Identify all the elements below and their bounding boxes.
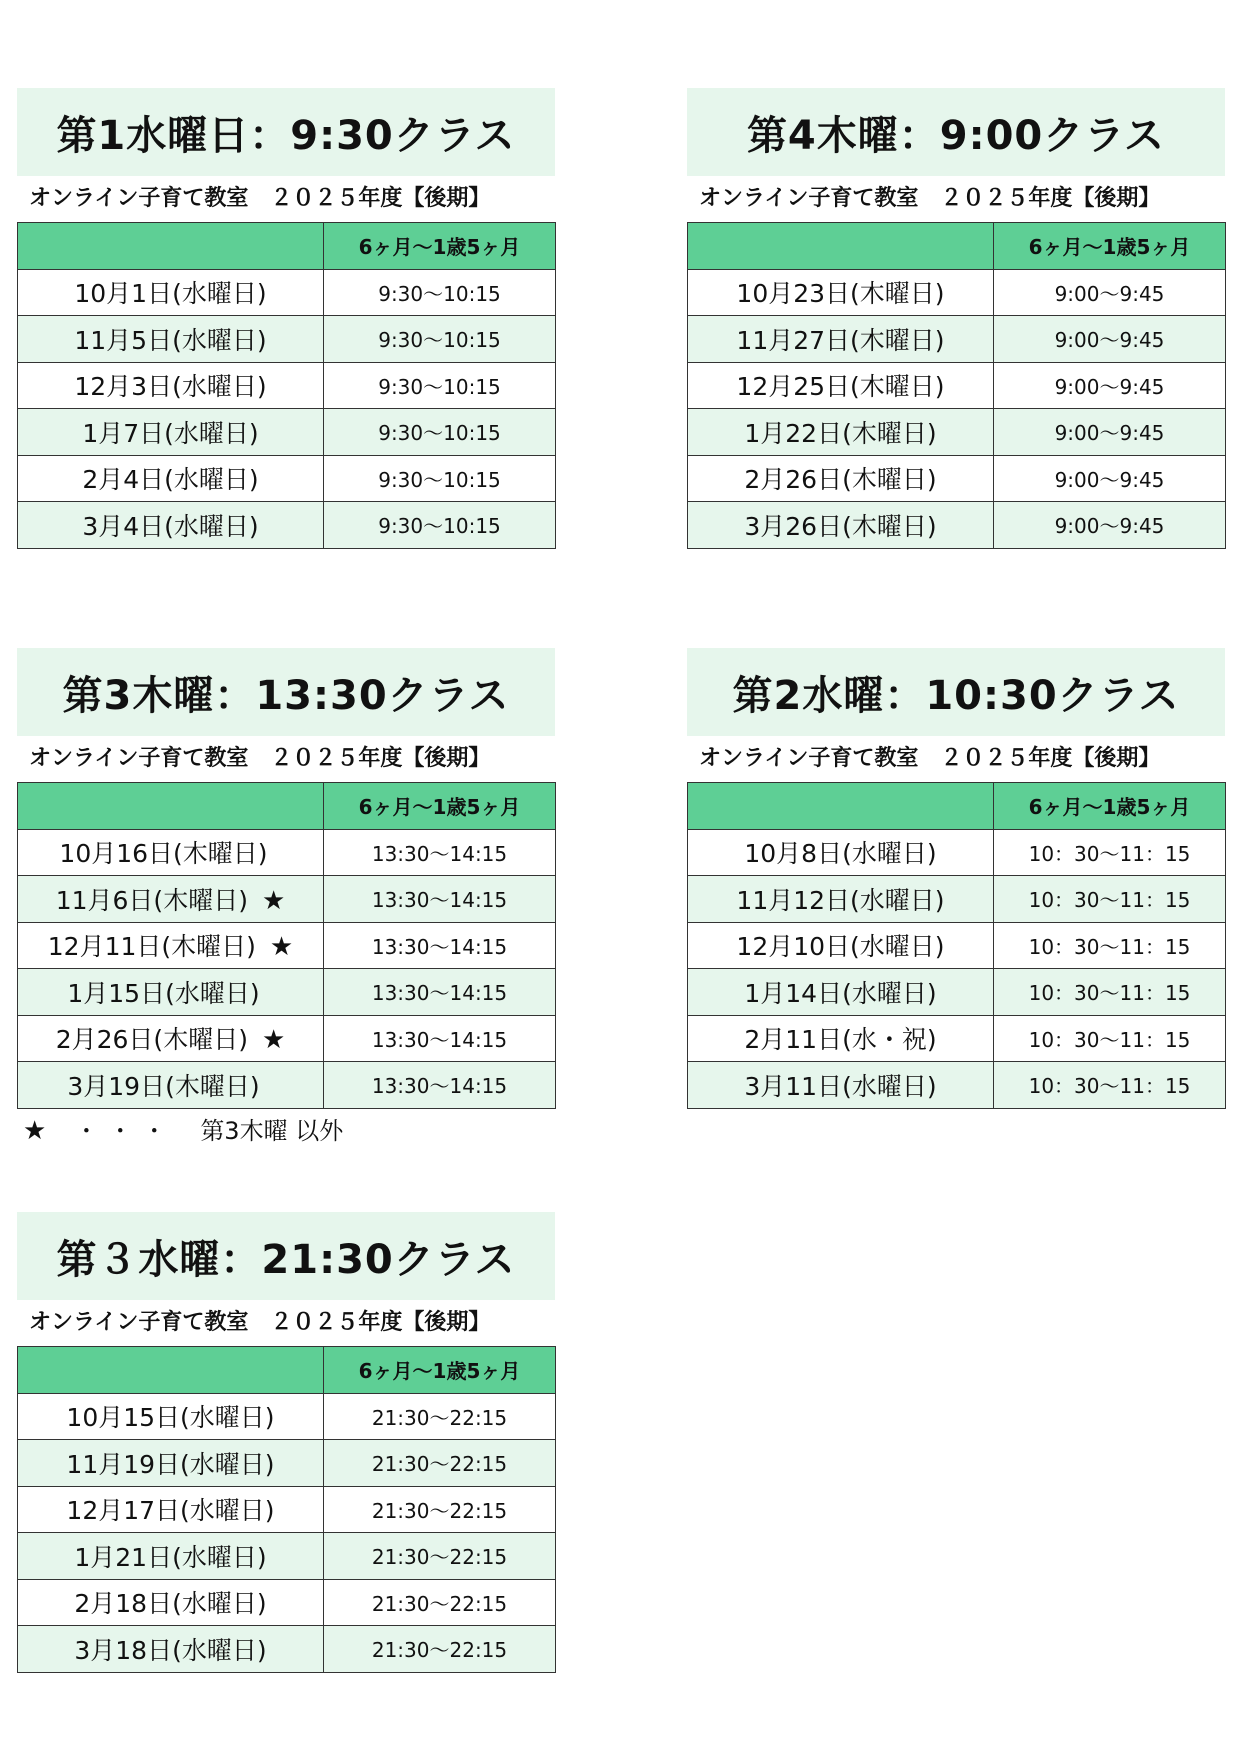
time-cell: 9:30〜10:15 [324, 362, 556, 409]
time-cell: 9:00〜9:45 [994, 409, 1226, 456]
time-cell: 9:00〜9:45 [994, 362, 1226, 409]
header-age-cell: 6ヶ月〜1歳5ヶ月 [324, 223, 556, 270]
date-cell: 1月14日(水曜日) [688, 969, 994, 1016]
date-cell: 1月21日(水曜日) [18, 1533, 324, 1580]
header-age-cell: 6ヶ月〜1歳5ヶ月 [994, 783, 1226, 830]
time-cell: 9:00〜9:45 [994, 316, 1226, 363]
schedule-table [17, 1346, 556, 1673]
date-cell [18, 1062, 324, 1109]
time-cell: 10：30〜11：15 [994, 876, 1226, 923]
time-cell: 13:30〜14:15 [324, 829, 556, 876]
class-title: 第4木曜：9:00クラス [687, 88, 1225, 176]
star-marker: ★ [261, 885, 286, 916]
table-row [688, 269, 1226, 316]
class-title: 第3木曜：13:30クラス [17, 648, 555, 736]
header-empty-cell [18, 1347, 324, 1394]
table-header-row [18, 223, 556, 270]
time-cell: 21:30〜22:15 [324, 1440, 556, 1487]
note-star-icon: ★ [23, 1115, 47, 1146]
date-cell: 3月26日(木曜日) [688, 502, 994, 549]
schedule-block-wed1-0930 [17, 88, 555, 549]
table-row [18, 316, 556, 363]
class-subtitle: オンライン子育て教室 ２０２５年度【後期】 [29, 746, 491, 771]
date-cell: 1月22日(木曜日) [688, 409, 994, 456]
table-row [18, 502, 556, 549]
date-cell: 12月17日(水曜日) [18, 1486, 324, 1533]
class-subtitle: オンライン子育て教室 ２０２５年度【後期】 [29, 186, 491, 211]
class-subtitle: オンライン子育て教室 ２０２５年度【後期】 [699, 746, 1161, 771]
date-cell: 12月25日(木曜日) [688, 362, 994, 409]
time-cell: 13:30〜14:15 [324, 922, 556, 969]
date-cell: 3月11日(水曜日) [688, 1062, 994, 1109]
time-cell: 13:30〜14:15 [324, 1015, 556, 1062]
date-cell: 12月10日(水曜日) [688, 922, 994, 969]
date-cell [18, 1015, 324, 1062]
class-title: 第３水曜：21:30クラス [17, 1212, 555, 1300]
schedule-block-thu3-1330 [17, 648, 555, 1153]
time-cell: 9:30〜10:15 [324, 269, 556, 316]
table-row [18, 1440, 556, 1487]
table-row [18, 269, 556, 316]
table-row [18, 876, 556, 923]
table-row [688, 316, 1226, 363]
date-cell: 12月3日(水曜日) [18, 362, 324, 409]
date-cell: 11月27日(木曜日) [688, 316, 994, 363]
table-row [688, 409, 1226, 456]
note-dots: ・・・ [74, 1116, 177, 1145]
table-header-row [688, 783, 1226, 830]
table-header-row [18, 1347, 556, 1394]
date-text: 10月16日(木曜日) [59, 839, 268, 869]
table-row [18, 922, 556, 969]
schedule-table [687, 782, 1226, 1109]
header-empty-cell [18, 783, 324, 830]
table-row [18, 409, 556, 456]
table-row [18, 1626, 556, 1673]
table-row [18, 1015, 556, 1062]
table-row [688, 1015, 1226, 1062]
time-cell: 13:30〜14:15 [324, 1062, 556, 1109]
class-subtitle: オンライン子育て教室 ２０２５年度【後期】 [29, 1310, 491, 1335]
date-text: 11月6日(木曜日) [55, 885, 248, 915]
table-row [688, 876, 1226, 923]
header-empty-cell [688, 223, 994, 270]
date-cell: 2月26日(木曜日) [688, 455, 994, 502]
time-cell: 10：30〜11：15 [994, 1015, 1226, 1062]
header-age-cell: 6ヶ月〜1歳5ヶ月 [994, 223, 1226, 270]
time-cell: 21:30〜22:15 [324, 1579, 556, 1626]
table-row [18, 1393, 556, 1440]
table-row [18, 829, 556, 876]
schedule-table [17, 782, 556, 1109]
table-row [18, 1062, 556, 1109]
header-age-cell: 6ヶ月〜1歳5ヶ月 [324, 783, 556, 830]
star-marker: ★ [261, 1025, 286, 1056]
date-cell: 3月18日(水曜日) [18, 1626, 324, 1673]
time-cell: 9:30〜10:15 [324, 409, 556, 456]
table-row [688, 829, 1226, 876]
table-row [688, 362, 1226, 409]
table-header-row [18, 783, 556, 830]
table-row [18, 1533, 556, 1580]
schedule-table [17, 222, 556, 549]
time-cell: 21:30〜22:15 [324, 1533, 556, 1580]
time-cell: 9:00〜9:45 [994, 269, 1226, 316]
table-row [18, 455, 556, 502]
date-cell [18, 922, 324, 969]
schedule-block-wed2-1030 [687, 648, 1225, 1109]
date-text: 12月11日(木曜日) [47, 932, 256, 962]
table-row [18, 1486, 556, 1533]
date-cell: 2月18日(水曜日) [18, 1579, 324, 1626]
schedule-table [687, 222, 1226, 549]
date-text: 3月19日(木曜日) [67, 1071, 260, 1101]
header-age-cell: 6ヶ月〜1歳5ヶ月 [324, 1347, 556, 1394]
table-header-row [688, 223, 1226, 270]
date-cell: 3月4日(水曜日) [18, 502, 324, 549]
time-cell: 13:30〜14:15 [324, 969, 556, 1016]
table-row [688, 455, 1226, 502]
schedule-block-wed3-2130 [17, 1212, 555, 1673]
time-cell: 9:00〜9:45 [994, 455, 1226, 502]
time-cell: 10：30〜11：15 [994, 922, 1226, 969]
table-row [688, 1062, 1226, 1109]
header-empty-cell [18, 223, 324, 270]
time-cell: 9:30〜10:15 [324, 502, 556, 549]
header-empty-cell [688, 783, 994, 830]
table-row [688, 502, 1226, 549]
date-cell: 11月5日(水曜日) [18, 316, 324, 363]
time-cell: 9:00〜9:45 [994, 502, 1226, 549]
date-cell [18, 969, 324, 1016]
date-cell: 11月12日(水曜日) [688, 876, 994, 923]
table-row [688, 969, 1226, 1016]
star-marker: ★ [269, 932, 294, 963]
time-cell: 21:30〜22:15 [324, 1486, 556, 1533]
table-row [18, 969, 556, 1016]
table-row [18, 1579, 556, 1626]
class-title: 第2水曜：10:30クラス [687, 648, 1225, 736]
class-title: 第1水曜日：9:30クラス [17, 88, 555, 176]
time-cell: 10：30〜11：15 [994, 829, 1226, 876]
table-row [18, 362, 556, 409]
time-cell: 9:30〜10:15 [324, 455, 556, 502]
date-cell [18, 876, 324, 923]
date-cell [18, 829, 324, 876]
time-cell: 10：30〜11：15 [994, 969, 1226, 1016]
time-cell: 21:30〜22:15 [324, 1393, 556, 1440]
date-text: 1月15日(水曜日) [67, 978, 260, 1008]
date-cell: 1月7日(水曜日) [18, 409, 324, 456]
date-cell: 11月19日(水曜日) [18, 1440, 324, 1487]
time-cell: 10：30〜11：15 [994, 1062, 1226, 1109]
schedule-block-thu4-0900 [687, 88, 1225, 549]
time-cell: 13:30〜14:15 [324, 876, 556, 923]
date-cell: 2月4日(水曜日) [18, 455, 324, 502]
note-text: 第3木曜 以外 [200, 1116, 344, 1145]
date-cell: 10月1日(水曜日) [18, 269, 324, 316]
date-cell: 10月8日(水曜日) [688, 829, 994, 876]
date-cell: 10月15日(水曜日) [18, 1393, 324, 1440]
date-cell: 2月11日(水・祝) [688, 1015, 994, 1062]
time-cell: 21:30〜22:15 [324, 1626, 556, 1673]
time-cell: 9:30〜10:15 [324, 316, 556, 363]
table-row [688, 922, 1226, 969]
class-subtitle: オンライン子育て教室 ２０２５年度【後期】 [699, 186, 1161, 211]
date-text: 2月26日(木曜日) [55, 1025, 248, 1055]
star-note [17, 1109, 555, 1153]
date-cell: 10月23日(木曜日) [688, 269, 994, 316]
